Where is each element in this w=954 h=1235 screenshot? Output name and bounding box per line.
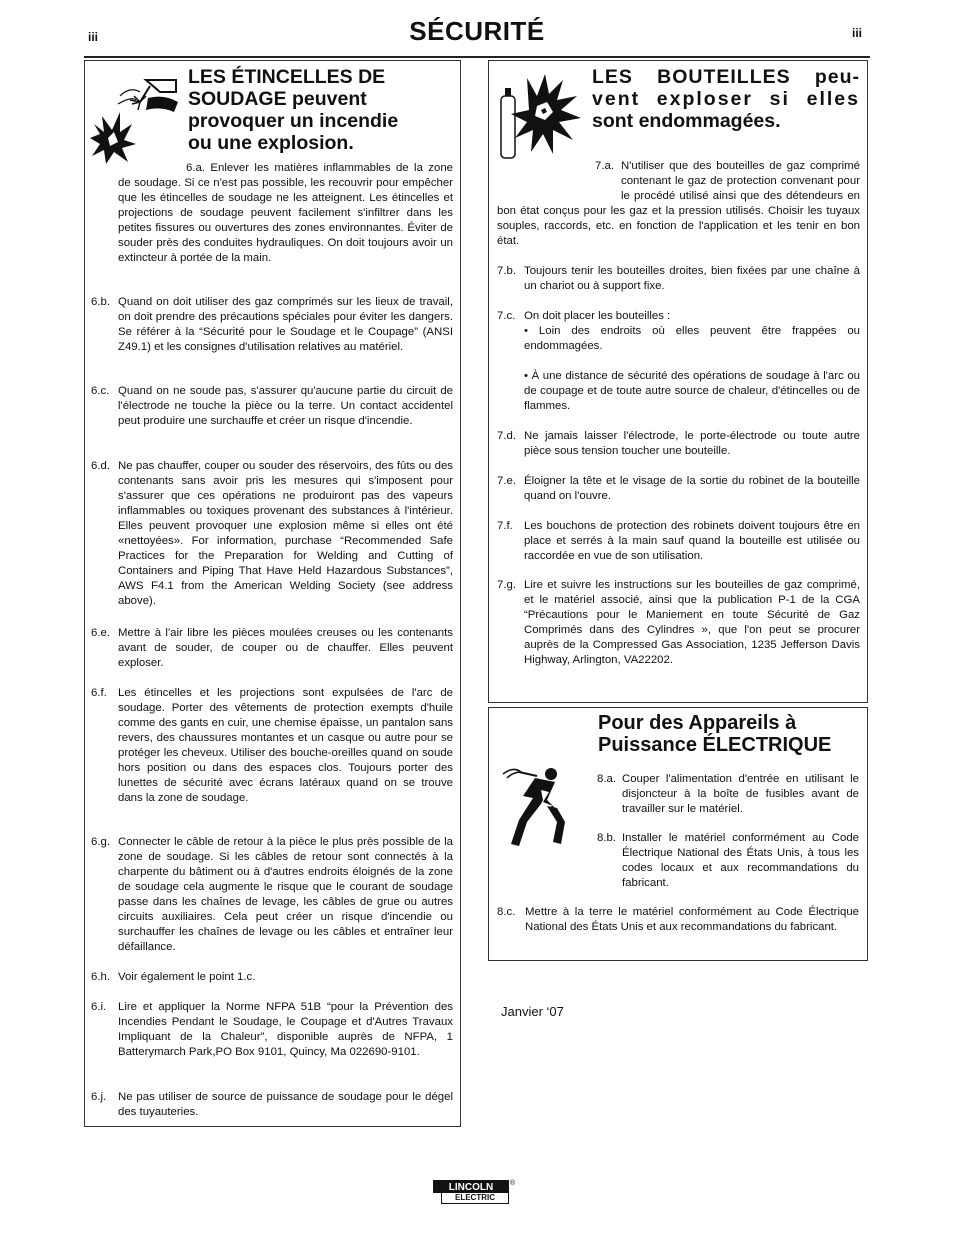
list-item <box>91 686 453 806</box>
list-item <box>497 905 859 935</box>
bullet-text: • À une distance de sécurité des opérations de soudage à l'arc ou de coupage et de toute autre source de chaleur, d'étincelles ou de flammes. <box>524 370 860 412</box>
item-number: 6.g. <box>91 836 110 848</box>
logo-bottom: ELECTRIC <box>441 1193 509 1204</box>
list-item <box>91 1090 453 1120</box>
electric-heading-line: Puissance ÉLECTRIQUE <box>598 734 832 756</box>
item-number: 6.c. <box>91 385 110 397</box>
item-text: Ne pas utiliser de source de puissance de soudage pour le dégel des tuyauteries. <box>118 1091 453 1118</box>
list-item <box>497 519 860 564</box>
item-number: 8.b. <box>597 832 616 844</box>
item-text: Lire et suivre les instructions sur les bouteilles de gaz comprimé, et le matériel associé, ainsi que la publication P-1 de la CGA “Précautions pour le Maniement en toute Sécurité de Gaz Comprimés dans des Cylindres », que l'on peut se procurer auprès de la Compressed Gas Association, 1235 Jefferson Davis Highway, Arlington, VA22202. <box>524 579 860 666</box>
list-item <box>91 835 453 955</box>
item-text: Connecter le câble de retour à la pièce le plus près possible de la zone de soudage. Si les câbles de retour sont connectés à la charpente du bâtiment ou à d'autres endroits éloignés de la zone de soudage cela augmente le risque que le courant de soudage passe dans les chaînes de levage, les câbles de grue ou autres circuits auxiliaires. Cela peut créer un risque d'incendie ou surchauffer les chaînes de levage ou les câbles et entraîner leur défaillance. <box>118 836 453 953</box>
logo-top: LINCOLN <box>433 1180 509 1193</box>
list-item <box>91 295 453 355</box>
item-number: 7.c. <box>497 310 516 322</box>
item-number: 6.i. <box>91 1001 107 1013</box>
item-number: 7.g. <box>497 579 516 591</box>
list-item <box>497 309 860 414</box>
list-item <box>497 474 860 504</box>
cylinders-heading-line: vent exploser si elles <box>592 88 860 110</box>
item-text: Éloigner la tête et le visage de la sortie du robinet de la bouteille quand on l'ouvre. <box>524 475 860 502</box>
title-rule <box>84 56 870 58</box>
item-text: Ne jamais laisser l'électrode, le porte-électrode ou toute autre pièce sous tension toucher une bouteille. <box>524 430 860 457</box>
page-title: SÉCURITÉ <box>409 16 545 46</box>
item-number: 7.f. <box>497 520 513 532</box>
list-item <box>91 459 453 609</box>
item-number: 6.j. <box>91 1091 107 1103</box>
item-number: 7.b. <box>497 265 516 277</box>
list-item <box>118 161 453 266</box>
electric-heading <box>598 712 862 756</box>
item-number: 7.a. <box>595 160 614 172</box>
sparks-heading-line: LES ÉTINCELLES DE <box>188 66 386 88</box>
item-text: Installer le matériel conformément au Code Électrique National des États Unis, à tous les codes locaux et aux recommandations du fabricant. <box>622 832 859 889</box>
list-item <box>91 384 453 429</box>
page-number-left: iii <box>88 30 99 44</box>
lincoln-electric-logo <box>433 1180 515 1206</box>
page-number-right: iii <box>852 26 863 40</box>
sparks-heading-line: ou une explosion. <box>188 132 354 154</box>
item-number: 6.h. <box>91 971 110 983</box>
list-item <box>497 429 860 459</box>
item-text: Ne pas chauffer, couper ou souder des réservoirs, des fûts ou des contenants sans avoir pris les mesures qui s'imposent pour s'assurer que ces opérations ne produiront pas des vapeurs inflammables ou toxiques provenant des substances à l'intérieur. Elles peuvent provoquer une explosion même si elles ont été «nettoyées». For information, purchase “Recommended Safe Practices for the Preparation for Welding and Cutting of Containers and Piping That Have Held Hazardous Substances”, AWS F4.1 from the American Welding Society (see address above). <box>118 460 453 607</box>
item-text: Mettre à la terre le matériel conformément au Code Électrique National des États Unis et aux recommandations du fabricant. <box>525 906 859 933</box>
welding-sparks-icon <box>90 72 182 164</box>
item-text: Lire et appliquer la Norme NFPA 51B “pour la Prévention des Incendies Pendant le Soudage, le Coupage et d'Autres Travaux Impliquant de la Chaleur”, disponible auprès de NFPA, 1 Batterymarch Park,PO Box 9101, Quincy, Ma 022690-9101. <box>118 1001 453 1058</box>
item-text: Couper l'alimentation d'entrée en utilisant le disjoncteur à la boîte de fusibles avant de travailler sur le matériel. <box>622 773 859 815</box>
item-text: Quand on ne soude pas, s'assurer qu'aucune partie du circuit de l'électrode ne touche la pièce ou la terre. Un contact accidentel peut produire une surchauffe et créer un risque d'incendie. <box>118 385 453 427</box>
electric-heading-line: Pour des Appareils à <box>598 712 797 734</box>
item-text: Mettre à l'air libre les pièces moulées creuses ou les contenants avant de souder, de couper ou de chauffer. Elles peuvent exploser. <box>118 627 453 669</box>
item-number: 8.a. <box>597 773 616 785</box>
list-item <box>597 831 859 891</box>
item-number: 7.e. <box>497 475 516 487</box>
list-item <box>497 264 860 294</box>
bullet-text: • Loin des endroits où elles peuvent être frappées ou endommagées. <box>524 325 860 352</box>
exploding-cylinder-icon <box>497 66 583 162</box>
item-number: 6.b. <box>91 296 110 308</box>
sparks-heading-line: SOUDAGE peuvent <box>188 88 367 110</box>
list-item <box>91 626 453 671</box>
revision-date: Janvier ‘07 <box>501 1004 564 1019</box>
item-number: 6.d. <box>91 460 110 472</box>
item-text: Les étincelles et les projections sont expulsées de l'arc de soudage. Porter des vêtements de protection exempts d'huile comme des gants en cuir, une chemise épaisse, un pantalon sans revers, des chaussures montantes et un casque ou autre pour se protéger les cheveux. Utiliser des bouche-oreilles quand on soude hors position ou dans des espaces clos. Toujours porter des lunettes de sécurité avec écrans latéraux quand on se trouve dans la zone de soudage. <box>118 687 453 804</box>
electric-shock-icon <box>497 760 577 850</box>
cylinders-heading <box>592 66 860 132</box>
list-item <box>497 578 860 668</box>
item-number: 6.a. <box>186 162 205 174</box>
cylinders-heading-line: sont endommagées. <box>592 110 781 132</box>
cylinders-heading-line: LES BOUTEILLES peu- <box>592 66 860 88</box>
item-text: Toujours tenir les bouteilles droites, bien fixées par une chaîne à un chariot ou à support fixe. <box>524 265 860 292</box>
item-number: 8.c. <box>497 906 516 918</box>
item-text: Les bouchons de protection des robinets doivent toujours être en place et serrés à la main sauf quand la bouteille est utilisée ou raccordée en vue de son utilisation. <box>524 520 860 562</box>
list-item <box>597 772 859 817</box>
sparks-heading <box>188 66 448 154</box>
list-item-body <box>497 159 860 249</box>
item-number: 7.d. <box>497 430 516 442</box>
sparks-heading-line: provoquer un incendie <box>188 110 399 132</box>
item-text: On doit placer les bouteilles : <box>524 310 671 322</box>
list-item <box>91 970 453 985</box>
list-item <box>91 1000 453 1060</box>
icon-float-spacer <box>497 159 621 204</box>
item-text: Quand on doit utiliser des gaz comprimés sur les lieux de travail, on doit prendre des précautions spéciales pour éviter les dangers. Se référer à la “Sécurité pour le Soudage et le Coupage” (ANSI Z49.1) et les consignes d'utilisation relatives au matériel. <box>118 296 453 353</box>
item-number: 6.f. <box>91 687 107 699</box>
item-text: Voir également le point 1.c. <box>118 971 256 983</box>
item-text: N'utiliser que des bouteilles de gaz comprimé contenant le gaz de protection convenant pour le procédé utilisé ainsi que des détendeurs en bon état conçus pour les gaz et la pression utilisés. Choisir les tuyaux souples, raccords, etc. en fonction de l'application et les tenir en bon état. <box>497 160 860 247</box>
item-number: 6.e. <box>91 627 110 639</box>
logo-registered-mark: ® <box>509 1180 515 1187</box>
item-text: Enlever les matières inflammables de la zone de soudage. Si ce n'est pas possible, les recouvrir pour empêcher que les étincelles de soudage ne les atteignent. Les étincelles et projections de soudage peuvent facilement s'infiltrer dans les petites fissures ou ouvertures des zones environnantes. Éviter de souder près des conduites hydrauliques. On doit toujours avoir un extincteur à portée de la main. <box>118 162 453 264</box>
